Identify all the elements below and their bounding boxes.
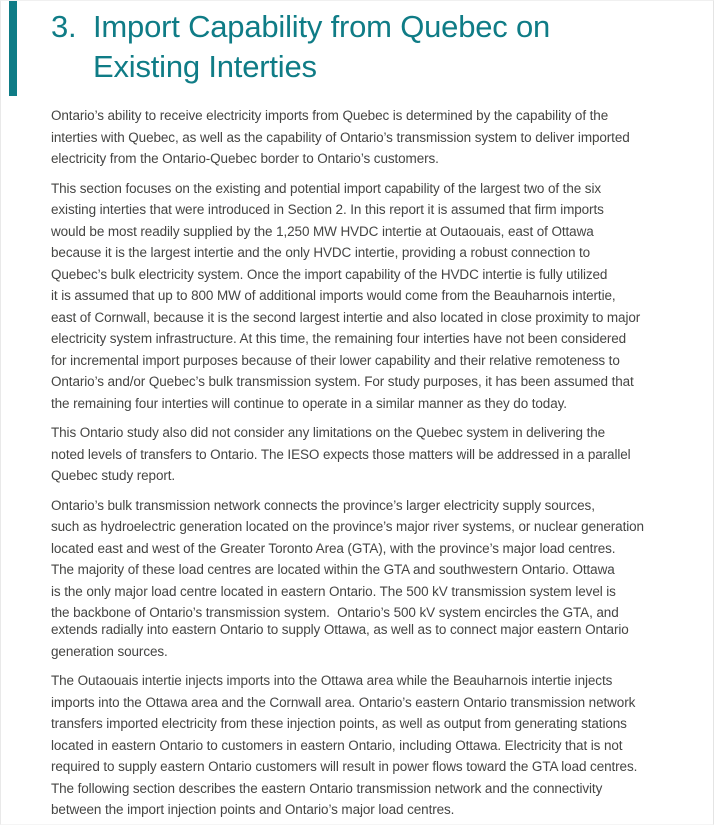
section-title	[93, 7, 550, 87]
paragraph	[51, 422, 699, 487]
paragraph-line: This section focuses on the existing and potential import capability of the largest two of the six	[51, 180, 602, 196]
paragraph-line: located in eastern Ontario to customers in eastern Ontario, including Ottawa. Electricity that is not	[51, 737, 623, 753]
paragraph-line: for incremental import purposes because of their lower capability and their relative remoteness to	[51, 352, 620, 368]
paragraph-line: This Ontario study also did not consider any limitations on the Quebec system in delivering the	[51, 425, 606, 440]
paragraph	[51, 105, 699, 170]
paragraph-line: such as hydroelectric generation located on the province’s major river systems, or nuclear generation	[51, 519, 644, 534]
paragraph-line: Ontario’s and/or Quebec’s bulk transmission system. For study purposes, it has been assumed that	[51, 374, 634, 389]
paragraph-line: generation sources.	[51, 643, 168, 659]
paragraph-line: extends radially into eastern Ontario to supply Ottawa, as well as to connect major eastern Ontario	[51, 622, 629, 637]
paragraph-line: electricity from the Ontario-Quebec border to Ontario’s customers.	[51, 151, 439, 166]
section-number: 3.	[51, 9, 77, 44]
paragraph-line: it is assumed that up to 800 MW of additional imports would come from the Beauharnois intertie,	[51, 288, 616, 303]
paragraph	[51, 178, 699, 415]
paragraph-line: transfers imported electricity from these injection points, as well as output from generating stations	[51, 716, 627, 731]
paragraph-line: because it is the largest intertie and the only HVDC intertie, providing a robust connection to	[51, 245, 591, 260]
paragraph-line: electricity system infrastructure. At this time, the remaining four interties have not been considered	[51, 331, 627, 346]
paragraph	[51, 495, 699, 663]
paragraph-line: Quebec study report.	[51, 468, 176, 483]
paragraph-line: The Outaouais intertie injects imports into the Ottawa area while the Beauharnois intertie injects	[51, 673, 613, 688]
paragraph-line: between the import injection points and Ontario’s major load centres.	[51, 802, 455, 817]
paragraph-line: east of Cornwall, because it is the second largest intertie and also located in close proximity to major	[51, 309, 641, 325]
section-title-line: Import Capability from Quebec on	[93, 9, 551, 44]
body-text	[51, 105, 699, 821]
paragraph-line: Ontario’s ability to receive electricity imports from Quebec is determined by the capability of the	[51, 108, 609, 123]
paragraph	[51, 670, 699, 821]
paragraph-line: Ontario’s bulk transmission network connects the province’s larger electricity supply sources,	[51, 497, 595, 513]
paragraph-line: The following section describes the eastern Ontario transmission network and the connectivity	[51, 780, 603, 796]
paragraph-line: the backbone of Ontario’s transmission system. Ontario’s 500 kV system encircles the GTA, and	[51, 605, 619, 619]
paragraph-line: the remaining four interties will continue to operate in a similar manner as they do today.	[51, 395, 567, 411]
paragraph-line: imports into the Ottawa area and the Cornwall area. Ontario’s eastern Ontario transmission network	[51, 694, 636, 710]
section-heading	[51, 7, 713, 87]
paragraph-line: is the only major load centre located in eastern Ontario. The 500 kV transmission system level is	[51, 583, 616, 599]
section-title-line: Existing Interties	[93, 49, 317, 84]
paragraph-line: located east and west of the Greater Toronto Area (GTA), with the province’s major load centres.	[51, 540, 616, 556]
section-accent-bar	[9, 1, 17, 96]
paragraph-line: required to supply eastern Ontario customers will result in power flows toward the GTA load centres.	[51, 759, 638, 774]
paragraph-line: would be most readily supplied by the 1,250 MW HVDC intertie at Outaouais, east of Ottawa	[51, 223, 594, 239]
paragraph-line: existing interties that were introduced in Section 2. In this report it is assumed that firm imports	[51, 202, 604, 217]
paragraph-line: noted levels of transfers to Ontario. The IESO expects those matters will be addressed in a parallel	[51, 446, 631, 462]
paragraph-line: Quebec’s bulk electricity system. Once the import capability of the HVDC intertie is fully utilized	[51, 266, 608, 282]
paragraph-line: The majority of these load centres are located within the GTA and southwestern Ontario. Ottawa	[51, 562, 615, 577]
paragraph-line: interties with Quebec, as well as the capability of Ontario’s transmission system to deliver imported	[51, 129, 630, 145]
